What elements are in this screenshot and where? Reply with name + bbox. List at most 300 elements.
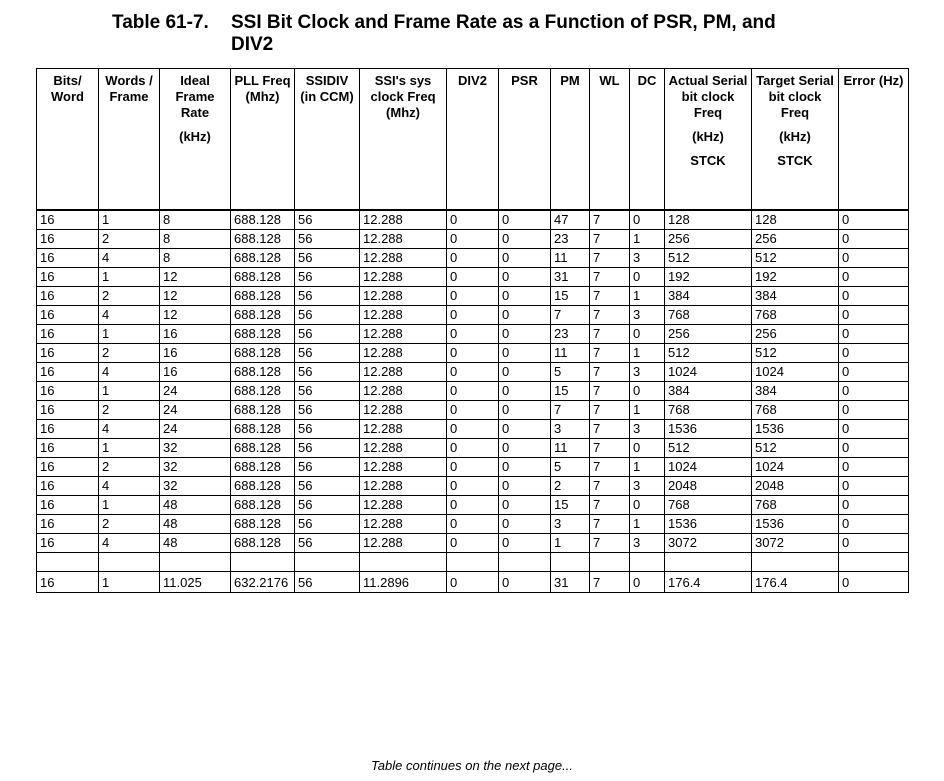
cell-pm: 15 [551,287,590,306]
cell-wl: 7 [590,210,630,230]
cell-ssidiv: 56 [295,344,360,363]
cell-error: 0 [839,420,909,439]
separator-cell [499,553,551,572]
table-row [37,249,909,268]
cell-words-frame: 1 [99,210,160,230]
col-header-pm: PM [551,69,590,211]
cell-actual-serial: 768 [665,496,752,515]
cell-ideal-frame-rate: 32 [160,439,231,458]
cell-ssidiv: 56 [295,496,360,515]
cell-ssi-sys-clock: 12.288 [360,210,447,230]
table-row [37,515,909,534]
cell-div2: 0 [447,420,499,439]
col-header-target-serial-clock: Target Serial bit clock Freq (kHz) STCK [752,69,839,211]
cell-pm: 2 [551,477,590,496]
cell-pm: 7 [551,401,590,420]
separator-cell [37,553,99,572]
cell-target-serial: 512 [752,344,839,363]
cell-ssi-sys-clock: 12.288 [360,477,447,496]
cell-wl: 7 [590,534,630,553]
cell-dc: 1 [630,458,665,477]
col-header-wl: WL [590,69,630,211]
cell-dc: 1 [630,287,665,306]
cell-ideal-frame-rate: 24 [160,382,231,401]
cell-psr: 0 [499,515,551,534]
table-row [37,210,909,230]
cell-pm: 5 [551,363,590,382]
cell-bits-word: 16 [37,477,99,496]
cell-ssi-sys-clock: 12.288 [360,287,447,306]
separator-cell [160,553,231,572]
col-header-psr: PSR [499,69,551,211]
cell-div2: 0 [447,477,499,496]
cell-pm: 11 [551,249,590,268]
table-row [37,572,909,593]
cell-wl: 7 [590,268,630,287]
cell-wl: 7 [590,325,630,344]
cell-words-frame: 1 [99,325,160,344]
cell-error: 0 [839,306,909,325]
col-unit: (kHz) [779,129,811,144]
cell-ssidiv: 56 [295,401,360,420]
col-header-div2: DIV2 [447,69,499,211]
cell-bits-word: 16 [37,572,99,593]
cell-error: 0 [839,477,909,496]
cell-pm: 47 [551,210,590,230]
cell-pll-freq: 688.128 [231,515,295,534]
cell-wl: 7 [590,363,630,382]
separator-cell [231,553,295,572]
cell-ideal-frame-rate: 48 [160,515,231,534]
cell-pm: 5 [551,458,590,477]
cell-ssidiv: 56 [295,306,360,325]
cell-actual-serial: 384 [665,287,752,306]
cell-pm: 7 [551,306,590,325]
cell-div2: 0 [447,458,499,477]
cell-pll-freq: 688.128 [231,230,295,249]
cell-error: 0 [839,325,909,344]
cell-div2: 0 [447,496,499,515]
cell-div2: 0 [447,249,499,268]
cell-pll-freq: 688.128 [231,363,295,382]
cell-ideal-frame-rate: 48 [160,534,231,553]
cell-wl: 7 [590,344,630,363]
cell-target-serial: 512 [752,439,839,458]
cell-error: 0 [839,515,909,534]
cell-ideal-frame-rate: 24 [160,420,231,439]
table-row [37,325,909,344]
cell-dc: 0 [630,439,665,458]
cell-ssi-sys-clock: 12.288 [360,458,447,477]
cell-actual-serial: 1024 [665,363,752,382]
separator-cell [447,553,499,572]
cell-target-serial: 512 [752,249,839,268]
cell-ssidiv: 56 [295,515,360,534]
col-header-pll-freq: PLL Freq (Mhz) [231,69,295,211]
cell-pm: 15 [551,382,590,401]
cell-bits-word: 16 [37,287,99,306]
cell-pll-freq: 688.128 [231,401,295,420]
cell-bits-word: 16 [37,230,99,249]
cell-error: 0 [839,401,909,420]
cell-wl: 7 [590,572,630,593]
separator-cell [295,553,360,572]
cell-ssi-sys-clock: 12.288 [360,325,447,344]
cell-error: 0 [839,268,909,287]
cell-dc: 3 [630,249,665,268]
cell-bits-word: 16 [37,249,99,268]
cell-target-serial: 128 [752,210,839,230]
cell-target-serial: 176.4 [752,572,839,593]
cell-error: 0 [839,572,909,593]
cell-psr: 0 [499,249,551,268]
cell-bits-word: 16 [37,496,99,515]
cell-bits-word: 16 [37,268,99,287]
cell-actual-serial: 384 [665,382,752,401]
col-sub: STCK [777,153,813,168]
cell-words-frame: 2 [99,344,160,363]
table-row [37,363,909,382]
cell-psr: 0 [499,382,551,401]
col-header-bits-word: Bits/ Word [37,69,99,211]
cell-wl: 7 [590,306,630,325]
col-header-ideal-frame-rate: Ideal Frame Rate (kHz) [160,69,231,211]
cell-wl: 7 [590,496,630,515]
cell-bits-word: 16 [37,363,99,382]
cell-ideal-frame-rate: 16 [160,363,231,382]
cell-words-frame: 1 [99,572,160,593]
cell-dc: 0 [630,572,665,593]
cell-ssi-sys-clock: 12.288 [360,496,447,515]
cell-psr: 0 [499,268,551,287]
cell-wl: 7 [590,439,630,458]
cell-error: 0 [839,496,909,515]
cell-div2: 0 [447,572,499,593]
cell-div2: 0 [447,325,499,344]
cell-psr: 0 [499,420,551,439]
cell-target-serial: 384 [752,382,839,401]
cell-bits-word: 16 [37,325,99,344]
cell-target-serial: 768 [752,496,839,515]
separator-cell [99,553,160,572]
cell-pm: 11 [551,344,590,363]
cell-wl: 7 [590,249,630,268]
cell-psr: 0 [499,306,551,325]
cell-pll-freq: 688.128 [231,344,295,363]
cell-bits-word: 16 [37,458,99,477]
cell-pll-freq: 688.128 [231,287,295,306]
cell-ssidiv: 56 [295,534,360,553]
cell-words-frame: 1 [99,268,160,287]
col-header-ssi-sys-clock: SSI's sys clock Freq (Mhz) [360,69,447,211]
cell-div2: 0 [447,287,499,306]
cell-ssi-sys-clock: 12.288 [360,363,447,382]
cell-actual-serial: 512 [665,344,752,363]
cell-dc: 0 [630,382,665,401]
cell-pll-freq: 688.128 [231,382,295,401]
cell-words-frame: 4 [99,534,160,553]
cell-words-frame: 4 [99,306,160,325]
cell-error: 0 [839,210,909,230]
table-row [37,477,909,496]
cell-target-serial: 256 [752,230,839,249]
cell-pm: 3 [551,420,590,439]
col-header-ssidiv: SSIDIV (in CCM) [295,69,360,211]
cell-error: 0 [839,382,909,401]
cell-ssi-sys-clock: 12.288 [360,534,447,553]
cell-ssidiv: 56 [295,325,360,344]
cell-ssi-sys-clock: 12.288 [360,306,447,325]
cell-target-serial: 256 [752,325,839,344]
cell-error: 0 [839,439,909,458]
cell-ideal-frame-rate: 12 [160,287,231,306]
cell-bits-word: 16 [37,515,99,534]
cell-actual-serial: 3072 [665,534,752,553]
cell-pll-freq: 688.128 [231,420,295,439]
ssi-clock-table [36,68,909,593]
cell-div2: 0 [447,306,499,325]
cell-pll-freq: 688.128 [231,439,295,458]
cell-div2: 0 [447,268,499,287]
table-row [37,268,909,287]
cell-actual-serial: 192 [665,268,752,287]
cell-ssidiv: 56 [295,363,360,382]
separator-cell [630,553,665,572]
header-row [37,69,909,211]
cell-ideal-frame-rate: 11.025 [160,572,231,593]
cell-div2: 0 [447,210,499,230]
cell-psr: 0 [499,325,551,344]
cell-dc: 3 [630,306,665,325]
cell-div2: 0 [447,439,499,458]
cell-dc: 1 [630,515,665,534]
cell-ssi-sys-clock: 12.288 [360,344,447,363]
cell-psr: 0 [499,344,551,363]
cell-error: 0 [839,249,909,268]
cell-psr: 0 [499,496,551,515]
cell-wl: 7 [590,382,630,401]
cell-div2: 0 [447,382,499,401]
cell-ideal-frame-rate: 32 [160,477,231,496]
separator-cell [360,553,447,572]
cell-bits-word: 16 [37,534,99,553]
cell-pll-freq: 688.128 [231,306,295,325]
cell-bits-word: 16 [37,210,99,230]
cell-ideal-frame-rate: 48 [160,496,231,515]
cell-wl: 7 [590,458,630,477]
cell-error: 0 [839,534,909,553]
table-number: Table 61-7. [112,12,209,33]
cell-pll-freq: 688.128 [231,249,295,268]
cell-ideal-frame-rate: 12 [160,268,231,287]
cell-dc: 0 [630,268,665,287]
table-row [37,287,909,306]
separator-cell [839,553,909,572]
cell-actual-serial: 256 [665,325,752,344]
cell-ssidiv: 56 [295,249,360,268]
cell-words-frame: 1 [99,439,160,458]
cell-bits-word: 16 [37,382,99,401]
cell-actual-serial: 1024 [665,458,752,477]
cell-bits-word: 16 [37,420,99,439]
cell-psr: 0 [499,439,551,458]
cell-target-serial: 1536 [752,420,839,439]
cell-pm: 23 [551,325,590,344]
cell-error: 0 [839,458,909,477]
table-row [37,382,909,401]
cell-div2: 0 [447,534,499,553]
cell-words-frame: 2 [99,230,160,249]
cell-words-frame: 1 [99,382,160,401]
cell-ssidiv: 56 [295,287,360,306]
cell-dc: 3 [630,363,665,382]
cell-error: 0 [839,363,909,382]
cell-ssidiv: 56 [295,268,360,287]
cell-psr: 0 [499,477,551,496]
cell-dc: 3 [630,534,665,553]
cell-dc: 0 [630,496,665,515]
cell-target-serial: 1024 [752,363,839,382]
separator-cell [665,553,752,572]
cell-div2: 0 [447,363,499,382]
cell-actual-serial: 512 [665,439,752,458]
col-unit: (kHz) [179,129,211,144]
cell-ssi-sys-clock: 12.288 [360,268,447,287]
cell-ssi-sys-clock: 12.288 [360,401,447,420]
cell-div2: 0 [447,344,499,363]
table-row [37,230,909,249]
col-sub: STCK [690,153,726,168]
table-caption [112,12,912,56]
cell-ssi-sys-clock: 12.288 [360,382,447,401]
cell-div2: 0 [447,515,499,534]
col-header-error: Error (Hz) [839,69,909,211]
cell-bits-word: 16 [37,344,99,363]
cell-psr: 0 [499,287,551,306]
cell-ssi-sys-clock: 11.2896 [360,572,447,593]
cell-ssi-sys-clock: 12.288 [360,515,447,534]
cell-pll-freq: 688.128 [231,496,295,515]
cell-pll-freq: 688.128 [231,458,295,477]
cell-target-serial: 768 [752,401,839,420]
cell-ideal-frame-rate: 8 [160,210,231,230]
col-header-actual-serial-clock: Actual Serial bit clock Freq (kHz) STCK [665,69,752,211]
cell-dc: 0 [630,210,665,230]
cell-bits-word: 16 [37,306,99,325]
cell-psr: 0 [499,458,551,477]
cell-actual-serial: 768 [665,306,752,325]
cell-target-serial: 2048 [752,477,839,496]
cell-ssidiv: 56 [295,458,360,477]
cell-pm: 31 [551,268,590,287]
cell-psr: 0 [499,210,551,230]
separator-cell [752,553,839,572]
separator-cell [590,553,630,572]
cell-ssidiv: 56 [295,230,360,249]
cell-actual-serial: 768 [665,401,752,420]
cell-wl: 7 [590,515,630,534]
table-continues-note: Table continues on the next page... [371,758,573,773]
cell-words-frame: 2 [99,458,160,477]
cell-ideal-frame-rate: 8 [160,230,231,249]
table-row [37,534,909,553]
cell-words-frame: 4 [99,477,160,496]
cell-target-serial: 1536 [752,515,839,534]
cell-wl: 7 [590,401,630,420]
cell-error: 0 [839,344,909,363]
table-row [37,401,909,420]
cell-dc: 1 [630,401,665,420]
cell-pll-freq: 688.128 [231,210,295,230]
cell-pm: 3 [551,515,590,534]
cell-wl: 7 [590,477,630,496]
cell-wl: 7 [590,287,630,306]
cell-actual-serial: 2048 [665,477,752,496]
cell-dc: 1 [630,230,665,249]
cell-words-frame: 2 [99,287,160,306]
cell-div2: 0 [447,401,499,420]
cell-target-serial: 384 [752,287,839,306]
cell-ideal-frame-rate: 16 [160,325,231,344]
cell-ssi-sys-clock: 12.288 [360,420,447,439]
cell-ssidiv: 56 [295,210,360,230]
cell-pm: 15 [551,496,590,515]
cell-pm: 11 [551,439,590,458]
cell-pm: 1 [551,534,590,553]
cell-dc: 3 [630,420,665,439]
cell-ideal-frame-rate: 32 [160,458,231,477]
cell-bits-word: 16 [37,439,99,458]
table-row [37,439,909,458]
cell-psr: 0 [499,363,551,382]
cell-target-serial: 192 [752,268,839,287]
table-title: SSI Bit Clock and Frame Rate as a Function of PSR, PM, and DIV2 [231,12,776,55]
cell-actual-serial: 128 [665,210,752,230]
cell-ideal-frame-rate: 8 [160,249,231,268]
table-body [37,210,909,593]
cell-ideal-frame-rate: 12 [160,306,231,325]
cell-words-frame: 4 [99,363,160,382]
cell-ssidiv: 56 [295,439,360,458]
cell-ssidiv: 56 [295,420,360,439]
col-unit: (kHz) [692,129,724,144]
col-header-dc: DC [630,69,665,211]
cell-actual-serial: 256 [665,230,752,249]
cell-target-serial: 3072 [752,534,839,553]
cell-words-frame: 2 [99,401,160,420]
cell-div2: 0 [447,230,499,249]
cell-pll-freq: 688.128 [231,268,295,287]
cell-ssi-sys-clock: 12.288 [360,230,447,249]
cell-actual-serial: 512 [665,249,752,268]
cell-dc: 1 [630,344,665,363]
cell-error: 0 [839,230,909,249]
cell-pm: 31 [551,572,590,593]
col-header-words-frame: Words / Frame [99,69,160,211]
cell-dc: 3 [630,477,665,496]
cell-words-frame: 4 [99,249,160,268]
cell-psr: 0 [499,401,551,420]
cell-pll-freq: 688.128 [231,477,295,496]
cell-actual-serial: 1536 [665,515,752,534]
table-row [37,344,909,363]
cell-pm: 23 [551,230,590,249]
cell-psr: 0 [499,572,551,593]
cell-ideal-frame-rate: 16 [160,344,231,363]
table-row [37,420,909,439]
cell-pll-freq: 688.128 [231,534,295,553]
cell-ssi-sys-clock: 12.288 [360,439,447,458]
